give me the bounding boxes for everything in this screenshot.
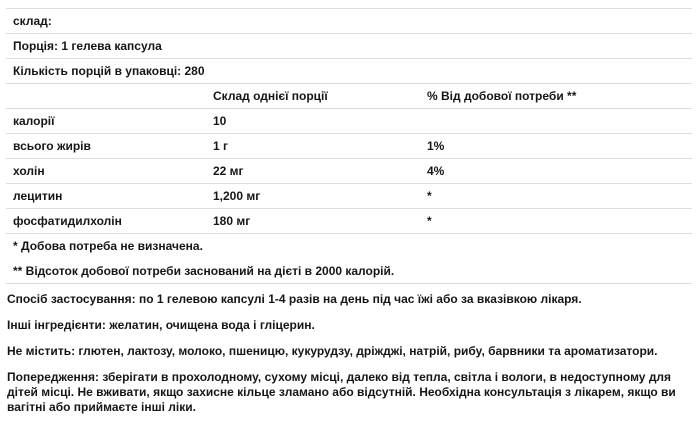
nutrient-name: лецитин xyxy=(13,189,63,203)
footnote-2000-calorie-diet: ** Відсоток добової потреби заснований на дієті в 2000 калорій. xyxy=(13,264,395,278)
nutrient-amount: 10 xyxy=(213,114,227,128)
serving-size-row xyxy=(6,34,692,59)
nutrient-name: всього жирів xyxy=(13,139,91,153)
nutrient-name: холін xyxy=(13,164,45,178)
composition-title-row xyxy=(6,9,692,34)
table-row xyxy=(6,134,692,159)
column-header-daily-value: % Від добової потреби ** xyxy=(427,89,577,103)
table-row xyxy=(6,109,692,134)
nutrient-daily-value: * xyxy=(427,189,432,203)
nutrient-name: фосфатидилхолін xyxy=(13,214,122,228)
nutrient-daily-value: 4% xyxy=(427,164,445,178)
composition-title: склад: xyxy=(13,14,52,28)
warnings-paragraph: Попередження: зберігати в прохолодному, сухому місці, далеко від тепла, світла і вологи, в недоступному для дітей місці. Не вживати, якщо захисне кільце зламано або відсутній. Необхідна консультація з лікарем, якщо ви вагітні або приймаєте інші ліки. xyxy=(7,370,676,414)
nutrition-facts-table xyxy=(6,8,692,284)
table-header-row xyxy=(6,84,692,109)
nutrient-amount: 22 мг xyxy=(213,164,244,178)
directions-paragraph: Спосіб застосування: по 1 гелевою капсулі 1-4 разів на день під час їжі або за вказівкою лікаря. xyxy=(7,292,582,306)
nutrient-daily-value: * xyxy=(427,214,432,228)
nutrient-amount: 1,200 мг xyxy=(213,189,261,203)
footnote-daily-value-not-established: * Добова потреба не визначена. xyxy=(13,239,203,253)
table-row xyxy=(6,159,692,184)
nutrient-amount: 180 мг xyxy=(213,214,251,228)
serving-size: Порція: 1 гелева капсула xyxy=(13,39,162,53)
nutrient-amount: 1 г xyxy=(213,139,229,153)
nutrient-name: калорії xyxy=(13,114,55,128)
column-header-amount: Склад однієї порції xyxy=(213,89,328,103)
table-row xyxy=(6,184,692,209)
product-info-section xyxy=(7,292,695,426)
servings-per-container-row xyxy=(6,59,692,84)
table-row xyxy=(6,209,692,234)
does-not-contain-paragraph: Не містить: глютен, лактозу, молоко, пшеницю, кукурудзу, дріжджі, натрій, рибу, барвники та ароматизатори. xyxy=(7,344,658,358)
other-ingredients-paragraph: Інші інгредієнти: желатин, очищена вода і гліцерин. xyxy=(7,318,315,332)
footnotes-row xyxy=(6,234,692,284)
servings-per-container: Кількість порцій в упаковці: 280 xyxy=(13,64,205,78)
nutrient-daily-value: 1% xyxy=(427,139,445,153)
